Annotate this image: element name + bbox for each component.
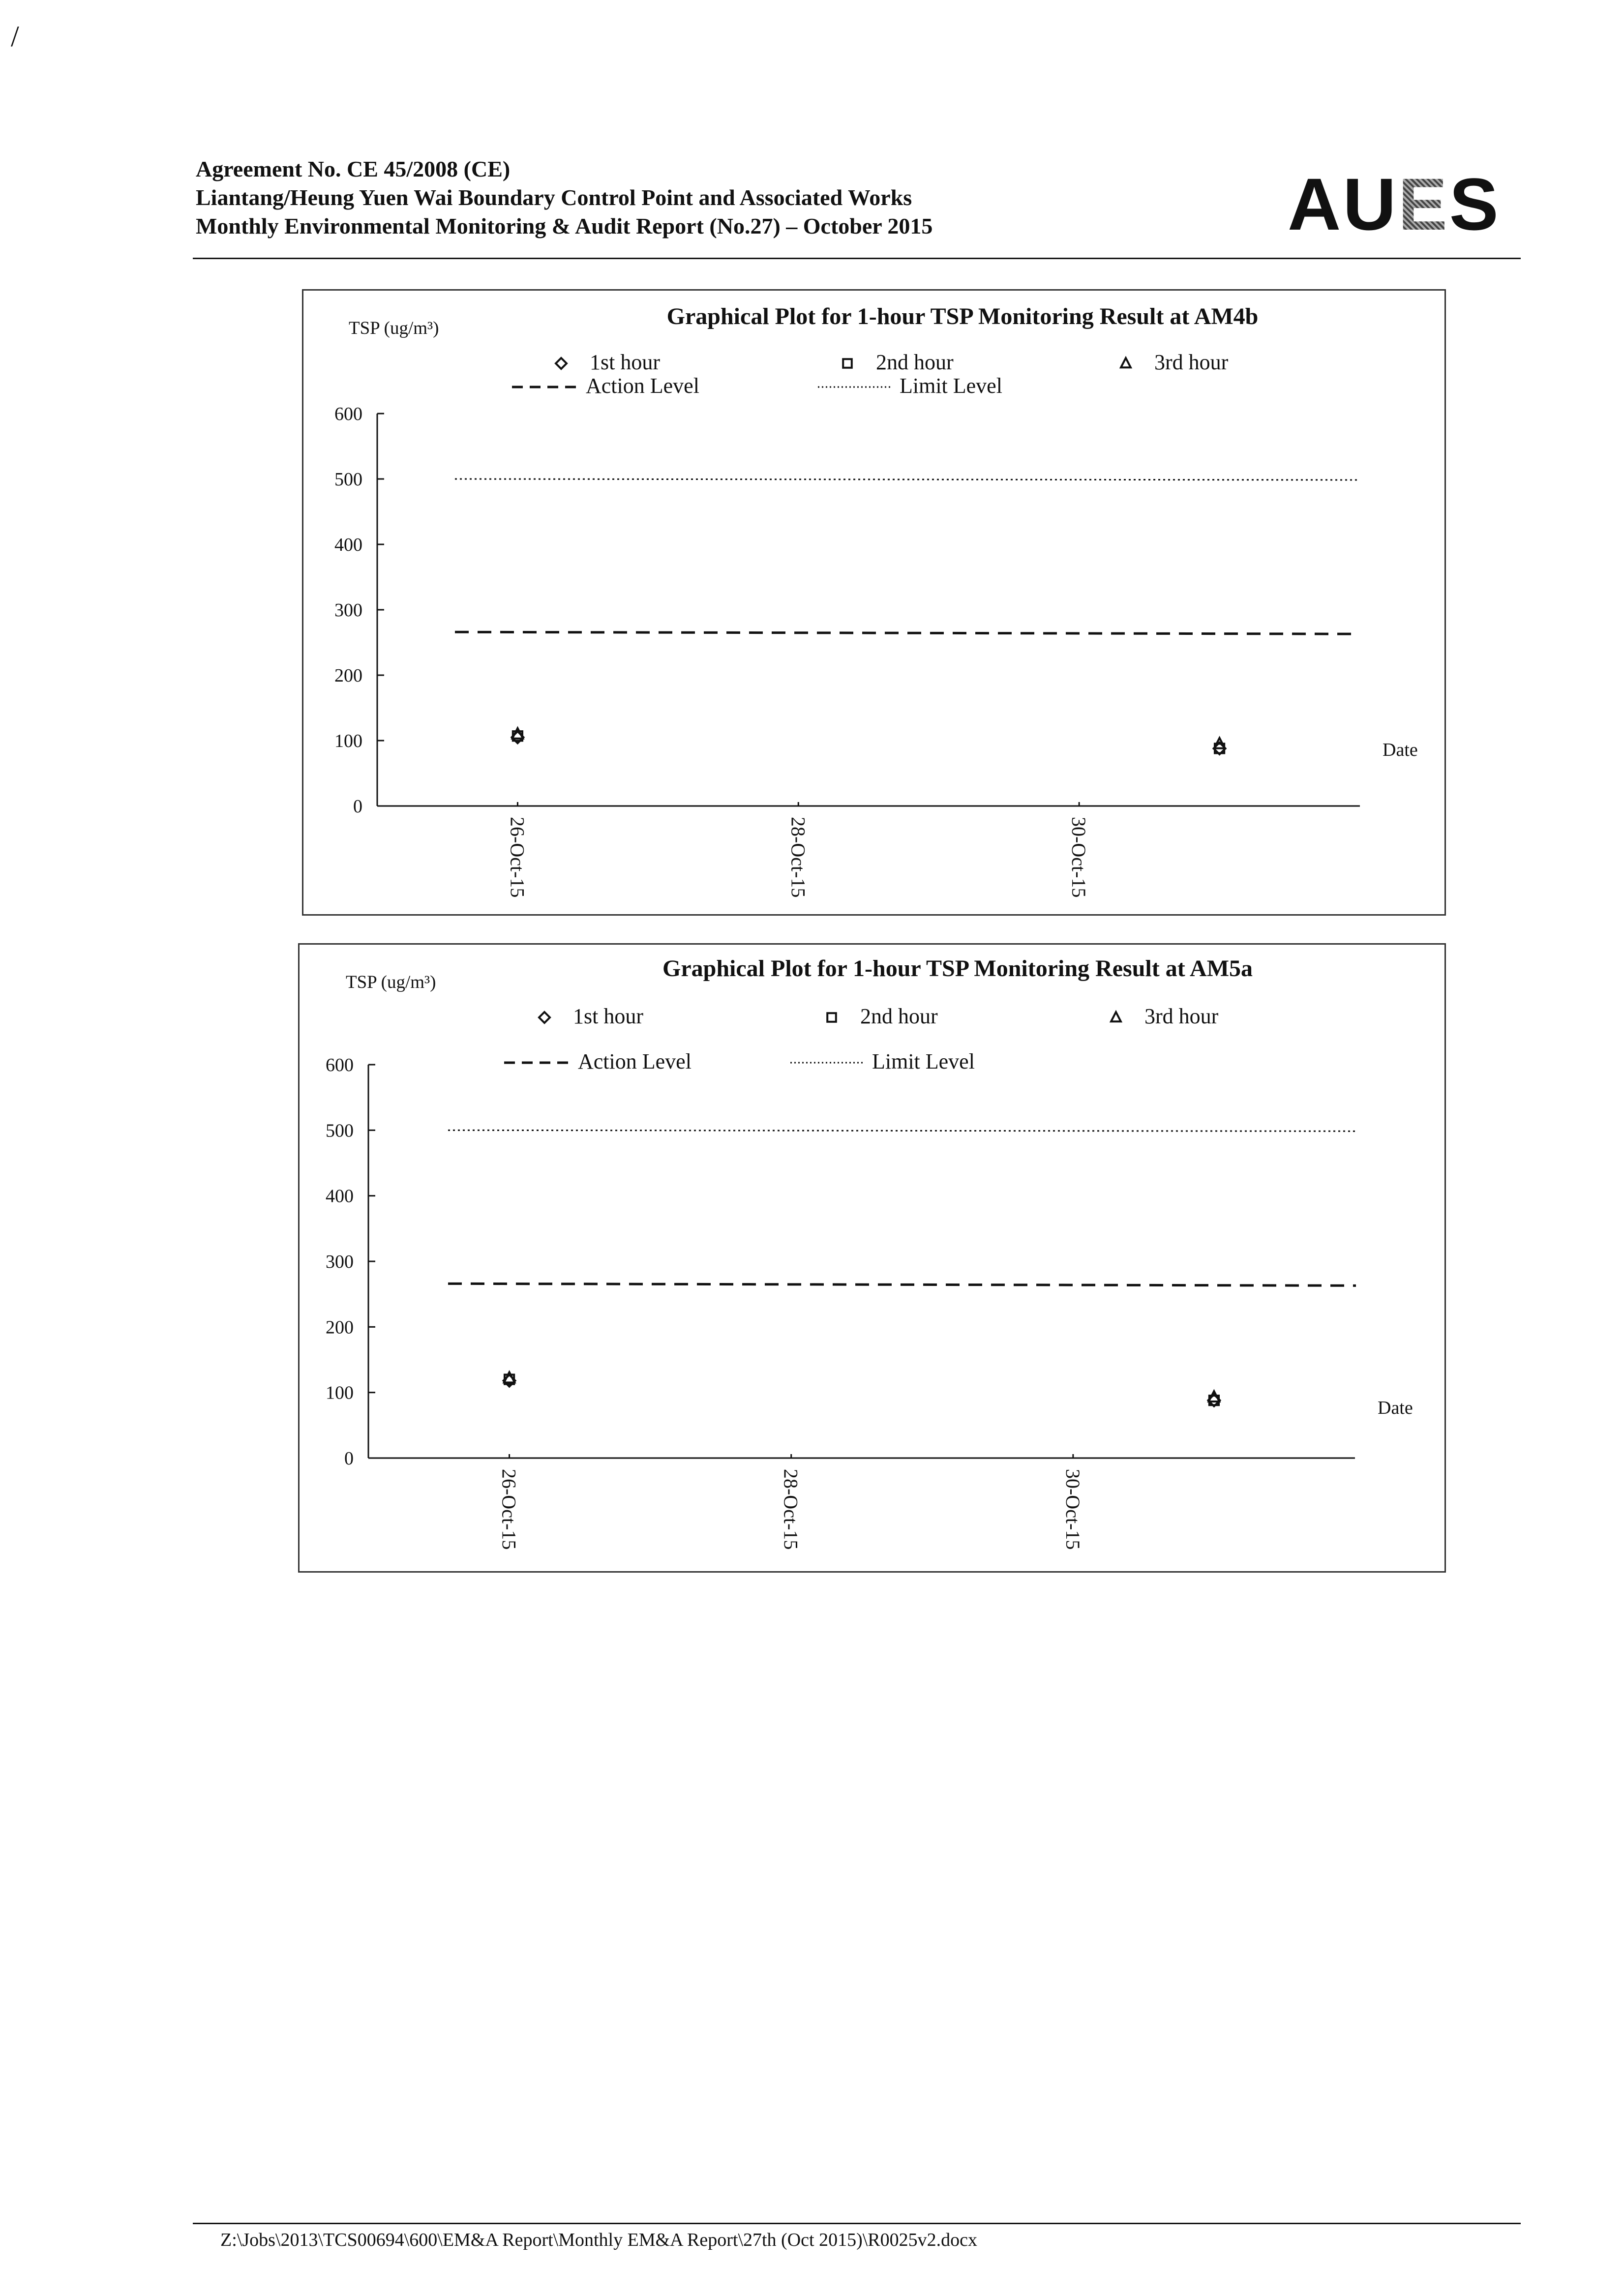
action-level-line	[448, 1283, 1356, 1285]
logo-text-s: S	[1449, 163, 1501, 245]
logo-text-au: AU	[1288, 163, 1398, 245]
y-tick-label: 200	[326, 1317, 354, 1338]
y-tick-label: 200	[334, 665, 362, 686]
footer-file-path: Z:\Jobs\2013\TCS00694\600\EM&A Report\Monthly EM&A Report\27th (Oct 2015)\R0025v2.docx	[220, 2230, 977, 2250]
y-tick-label: 0	[353, 796, 362, 817]
x-axis-label: Date	[1378, 1398, 1413, 1418]
y-axis-label: TSP (ug/m³)	[349, 318, 439, 338]
y-tick-label: 100	[326, 1382, 354, 1403]
page-mark: /	[11, 20, 19, 53]
y-tick-label: 100	[334, 731, 362, 751]
chart-am5a	[300, 945, 1444, 1571]
legend-action-label: Action Level	[586, 374, 699, 398]
logo-text-e: E	[1398, 163, 1449, 245]
y-tick-label: 400	[326, 1186, 354, 1207]
agreement-number: Agreement No. CE 45/2008 (CE)	[196, 156, 511, 181]
legend-limit-label: Limit Level	[900, 374, 1002, 398]
legend-label: 3rd hour	[1144, 1004, 1219, 1028]
legend-limit-label: Limit Level	[872, 1049, 975, 1073]
limit-level-line	[448, 1130, 1356, 1131]
limit-level-line	[455, 479, 1360, 480]
x-tick-label: 26-Oct-15	[506, 817, 529, 898]
chart-am5a-frame	[298, 943, 1446, 1573]
chart-am4b-frame	[302, 289, 1446, 916]
x-tick-label: 28-Oct-15	[787, 817, 810, 898]
x-tick-label: 28-Oct-15	[780, 1469, 802, 1550]
legend-marker-1st-hour	[539, 1012, 550, 1023]
legend-label: 1st hour	[573, 1004, 643, 1028]
header-rule	[193, 258, 1521, 259]
y-tick-label: 600	[326, 1055, 354, 1075]
legend-label: 3rd hour	[1154, 350, 1229, 374]
x-axis-label: Date	[1383, 740, 1418, 760]
y-tick-label: 500	[326, 1120, 354, 1141]
report-title: Monthly Environmental Monitoring & Audit Report (No.27) – October 2015	[196, 213, 933, 239]
x-tick-label: 30-Oct-15	[1061, 1469, 1084, 1550]
legend-label: 2nd hour	[860, 1004, 938, 1028]
project-title: Liantang/Heung Yuen Wai Boundary Control Point and Associated Works	[196, 185, 912, 210]
chart-title: Graphical Plot for 1-hour TSP Monitoring Result at AM4b	[666, 303, 1259, 329]
legend-marker-1st-hour	[556, 358, 567, 369]
legend-marker-3rd-hour	[1121, 358, 1131, 367]
footer-rule	[193, 2223, 1521, 2224]
legend-action-label: Action Level	[578, 1049, 692, 1073]
y-tick-label: 0	[344, 1448, 354, 1469]
y-tick-label: 400	[334, 535, 362, 555]
point-3rd-hour	[512, 728, 523, 739]
y-tick-label: 500	[334, 469, 362, 490]
x-tick-label: 30-Oct-15	[1068, 817, 1090, 898]
y-tick-label: 300	[334, 600, 362, 621]
y-axis-label: TSP (ug/m³)	[346, 972, 436, 992]
legend-label: 1st hour	[590, 350, 660, 374]
legend-marker-2nd-hour	[843, 359, 852, 368]
chart-am4b	[303, 291, 1444, 914]
legend-marker-2nd-hour	[827, 1013, 836, 1022]
y-tick-label: 600	[334, 404, 362, 424]
chart-title: Graphical Plot for 1-hour TSP Monitoring Result at AM5a	[662, 955, 1253, 982]
legend-label: 2nd hour	[876, 350, 954, 374]
y-tick-label: 300	[326, 1252, 354, 1272]
aues-logo	[1288, 163, 1501, 245]
action-level-line	[455, 632, 1360, 634]
x-tick-label: 26-Oct-15	[498, 1469, 520, 1550]
legend-marker-3rd-hour	[1111, 1012, 1121, 1021]
